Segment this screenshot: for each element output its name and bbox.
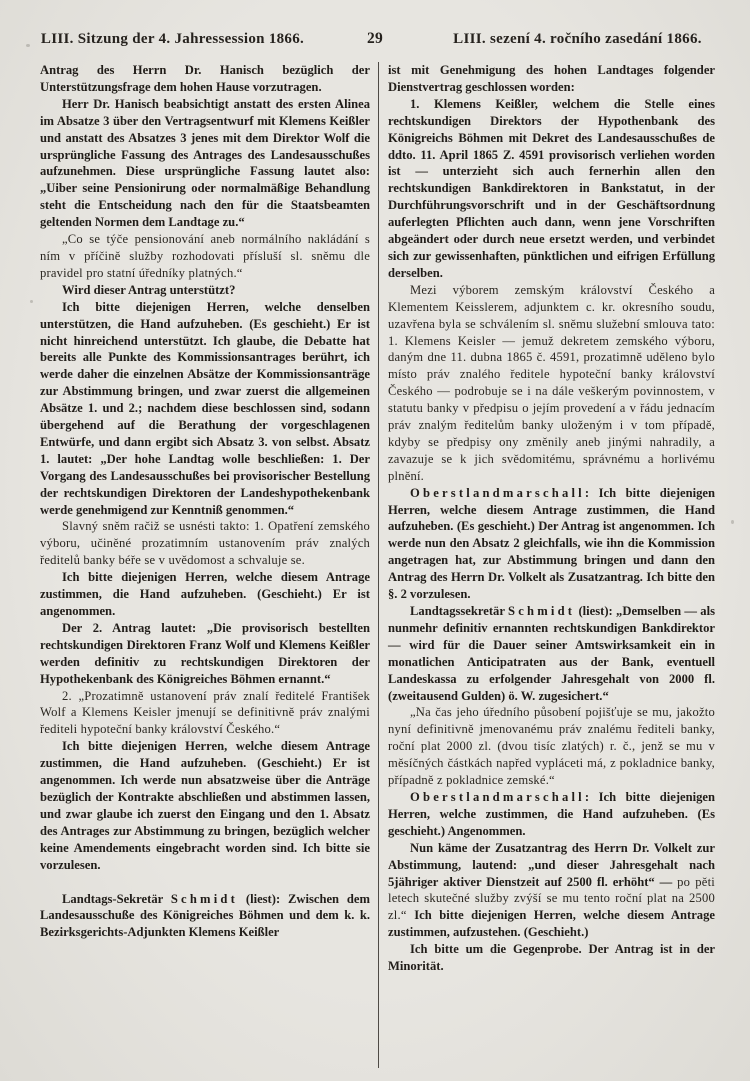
paragraph [40, 891, 370, 942]
page-header [0, 30, 750, 56]
paragraph [388, 840, 715, 941]
paragraph [388, 603, 715, 704]
text-run: Ich bitte um die Gegenprobe. Der Antrag ist in der Minorität. [388, 942, 715, 974]
text-run: Oberstlandmarschall [410, 789, 585, 804]
text-run: „Na čas jeho úředního působení pojišťuje se mu, jakožto nyní definitivně jmenovanému práv znalému řediteli banky, roční plat 2000 zl. (dvou tisíc zlatých) r. č., jenž se mu v měsíčných částkách napřed vypláceti má, z pokladnice banky, případně z pokladnice zemské.“ [388, 705, 715, 788]
paragraph [388, 96, 715, 282]
scan-speck [26, 44, 30, 47]
text-run: Landtags-Sekretär [62, 891, 171, 906]
paragraph [388, 941, 715, 975]
text-run: Schmidt [170, 891, 239, 906]
text-run: (liest): Zwischen dem Landesausschuße des Königreiches Böhmen und dem k. k. Bezirksgerichts-Adjunkten Klemens Keißler [40, 891, 370, 940]
text-run: Wird dieser Antrag unterstützt? [62, 282, 236, 297]
header-title-czech: LIII. sezení 4. ročního zasedání 1866. [453, 31, 702, 47]
left-column [40, 62, 378, 1068]
text-run: Ich bitte diejenigen Herren, welche denselben unterstützen, die Hand aufzuheben. (Es geschieht.) Er ist nicht hinreichend unterstützt. Ich glaube, die Debatte hat bereits alle Punkte des Kommissionsantrages berührt, ich werde daher die einzelnen Absätze der Kommissionsanträge zur Abstimmung bringen, und zwar zuerst die allgemeinen Absätze 1. und 2.; nachdem diese beschlossen sind, sodann übergehend auf die Berathung der vorgeschlagenen Entwürfe, und dann ergibt sich Absatz 3. von selbst. Absatz 1. lautet: „Der hohe Landtag wolle beschließen: 1. Der Vorgang des Landesausschußes bei provisorischer Bestellung der rechtskundigen Direktoren der Landeshypothekenbank werde genehmigend zur Kenntniß genommen.“ [40, 299, 370, 517]
text-run: ist mit Genehmigung des hohen Landtages folgender Dienstvertrag geschlossen worden: [388, 63, 715, 94]
right-column [378, 62, 715, 1068]
paragraph [40, 518, 370, 569]
paragraph [40, 620, 370, 688]
text-run: Mezi výborem zemským království Českého a Klementem Keisslerem, adjunktem c. kr. okresního soudu, uzavřena byla se schválením sl. sněmu služební smlouva tato: 1. Klemens Keisler — jemuž dekretem zemského výboru, daným dne 11. dubna 1865 č. 4591, prozatimně uděleno bylo místo práv znalého ředitele hypoteční banky království Českého — podrobuje se i na dále veškerým povinnostem, v statutu banky v předpisu o jejím provedení a v řádu jednacím práv znalým ředitelům banky uloženým i v tom případě, kdyby se předpisy ony změnily aneb jinými nahradily, a zavazuje se k jich svědomitému, správnému a horlivému plnění. [388, 282, 715, 483]
paragraph [40, 96, 370, 231]
scan-speck [30, 300, 33, 303]
paragraph [40, 231, 370, 282]
text-run: Herr Dr. Hanisch beabsichtigt anstatt des ersten Alinea im Absatze 3 über den Vertragsentwurf mit Klemens Keißler und anstatt des Absatzes 3 jenes mit dem Direktor Wolf die ursprüngliche Fassung des Antrages des Landesausschußes aufzunehmen. Diese ursprüngliche Fassung lautet also: „Uiber seine Pensionirung oder normalmäßige Behandlung steht die Entscheidung nach den für die Staatsbeamten geltenden Normen dem Landtage zu.“ [40, 96, 370, 230]
paragraph [40, 569, 370, 620]
text-run: Ich bitte diejenigen Herren, welche diesem Antrage zustimmen, aufzustehen. (Geschieht.) [388, 908, 715, 940]
text-run: : Ich bitte diejenigen Herren, welche zustimmen, die Hand aufzuheben. (Es geschieht.) Angenommen. [388, 789, 715, 838]
paragraph [388, 282, 715, 485]
paragraph [388, 62, 715, 96]
text-run: Landtagssekretär [410, 604, 508, 618]
text-run: Schmidt [508, 604, 576, 618]
text-run: (liest): „Demselben — als nunmehr definitiv ernannten rechtskundigen Bankdirektor — wird für die Dauer seiner Amtswirksamkeit ein in monatlichen Anticipatraten aus der Bank, eventuell Landeskassa zu erfolgender Jahresgehalt von 2000 fl. (zweitausend Gulden) ö. W. zugesichert.“ [388, 604, 715, 703]
text-run: Slavný sněm račiž se usnésti takto: 1. Opatření zemského výboru, učiněné prozatimním ustanovením práv znalých ředitelů banky béře se v uvědomost a schvaluje se. [40, 519, 370, 568]
text-run: : Ich bitte diejenigen Herren, welche diesem Antrage zustimmen, die Hand aufzuheben. (Es geschieht.) Der Antrag ist angenommen. Ich werde nun den Absatz 2 gleichfalls, wie ihn die Kommission angetragen hat, zur Abstimmung bringen und dann den Antrag des Herrn Dr. Volkelt als Zusatzantrag. Ich bitte den §. 2 vorzulesen. [388, 485, 715, 602]
text-run: Ich bitte diejenigen Herren, welche diesem Antrage zustimmen, die Hand aufzuheben. (Geschieht.) Er ist angenommen. Ich werde nun absatzweise über die Anträge bezüglich der Kontrakte abschließen und abstimmen lassen, und zwar glaube ich zuerst den Eingang und den 1. Absatz des Antrages zur Abstimmung zu bringen, bezüglich welcher keine Amendements eingebracht worden sind. Ich bitte sie vorzulesen. [40, 739, 370, 872]
text-run: Ich bitte diejenigen Herren, welche diesem Antrage zustimmen, die Hand aufzuheben. (Geschieht.) Er ist angenommen. [40, 570, 370, 618]
paragraph [40, 738, 370, 873]
page-number: 29 [366, 30, 384, 47]
text-run: Nun käme der Zusatzantrag des Herrn Dr. Volkelt zur Abstimmung, lautend: „und dieser Jahresgehalt nach 5jähriger aktiver Dienstzeit auf 2500 fl. erhöht“ — [388, 840, 715, 889]
paragraph [40, 299, 370, 519]
header-title-german: LIII. Sitzung der 4. Jahressession 1866. [40, 31, 305, 47]
text-run: 2. „Prozatimně ustanovení práv znalí ředitelé František Wolf a Klemens Keisler jmenují se definitivně práv znalými řediteli hypoteční banky království Českého.“ [40, 688, 370, 737]
paragraph [388, 789, 715, 840]
text-run: Antrag des Herrn Dr. Hanisch bezüglich der Unterstützungsfrage dem hohen Hause vorzutragen. [40, 63, 370, 94]
scan-speck [731, 520, 734, 524]
paragraph [40, 688, 370, 739]
text-run: Der 2. Antrag lautet: „Die provisorisch bestellten rechtskundigen Direktoren Franz Wolf und Klemens Keißler werden definitiv zu rechtskundigen Direktoren der Hypothekenbank des Königreiches Böhmen ernannt.“ [40, 620, 370, 686]
text-run: „Co se týče pensionování aneb normálního nakládání s ním v příčině služby rozhodovati přísluší sl. sněmu dle pravidel pro statní úředníky platných.“ [40, 232, 370, 280]
paragraph [388, 704, 715, 789]
text-run: Oberstlandmarschall [410, 485, 585, 500]
text-run: po pěti letech skutečné služby zvýší se mu tento roční plat na 2500 zl.“ [388, 874, 715, 923]
paragraph [388, 485, 715, 603]
paragraph [40, 282, 370, 299]
text-body [40, 62, 716, 1068]
paragraph [40, 62, 370, 96]
text-run: 1. Klemens Keißler, welchem die Stelle eines rechtskundigen Direktors der Hypothenbank des Königreichs Böhmen mit Dekret des Landesausschußes de ddto. 11. April 1865 Z. 4591 provisorisch verliehen worden ist — unterzieht sich auch fernerhin allen den rechtskundigen Bankdirektoren in Bankstatut, in der Durchführungsvorschrift und in der Geschäftsordnung auferlegten Pflichten auch dann, wenn jene Vorschriften abgeändert oder durch neue ersetzt werden, und verbindet sich zur gewissenhaften, pünktlichen und eifrigen Erfüllung derselben. [388, 96, 715, 280]
